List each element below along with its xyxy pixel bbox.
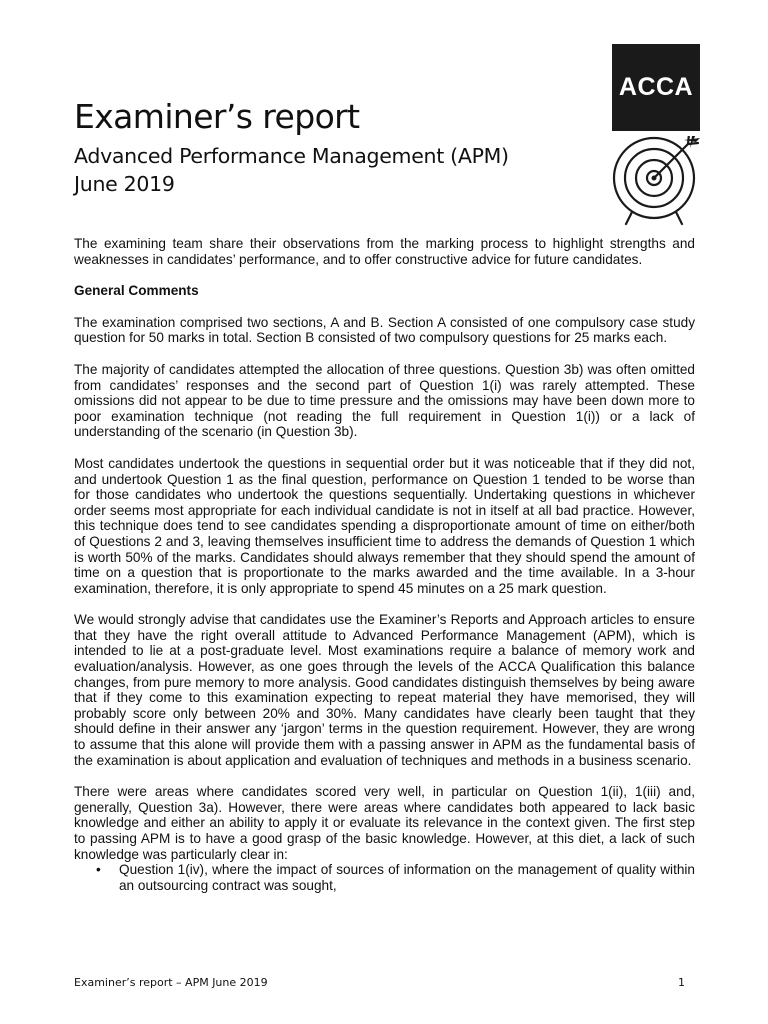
bullet-list [74,862,695,893]
paragraph: There were areas where candidates scored very well, in particular on Question 1(ii), 1(iii) and, generally, Question 3a). However, there were areas where candidates both appeared to lack basic knowledge and either an ability to apply it or evaluate its relevance in the context given. The first step to passing APM is to have a good grasp of the basic knowledge. However, at this diet, a lack of such knowledge was particularly clear in: [74,784,695,862]
intro-paragraph: The examining team share their observations from the marking process to highlight strengths and weaknesses in candidates’ performance, and to offer constructive advice for future candidates. [74,236,695,267]
report-subtitle-block [74,142,509,198]
logo-text: ACCA [618,73,694,101]
paragraph: The examination comprised two sections, A and B. Section A consisted of one compulsory case study question for 50 marks in total. Section B consisted of two compulsory questions for 25 marks each. [74,314,695,346]
report-subtitle: Advanced Performance Management (APM) [74,144,509,168]
report-date: June 2019 [74,172,175,196]
target-icon [604,136,704,228]
footer-title: Examiner’s report – APM June 2019 [74,976,268,989]
paragraph: We would strongly advise that candidates use the Examiner’s Reports and Approach articles to ensure that they have the right overall attitude to Advanced Performance Management (APM), which is intended to lie at a post-graduate level. Most examinations require a balance of memory work and evaluation/analysis. However, as one goes through the levels of the ACCA Qualification this balance changes, from pure memory to more analysis. Good candidates distinguish themselves by being aware that if they come to this examination expecting to repeat material they have memorised, they will probably score only between 20% and 30%. Many candidates have clearly been taught that they should define in their answer any ‘jargon’ terms in the question requirement. However, they are wrong to assume that this alone will provide them with a passing answer in APM as the fundamental basis of the examination is about application and evaluation of techniques and methods in a business scenario. [74,612,695,768]
report-title: Examiner’s report [74,97,360,136]
bullet-item: • Question 1(iv), where the impact of sources of information on the management of quality within an outsourcing contract was sought, [74,862,695,893]
paragraph: Most candidates undertook the questions in sequential order but it was noticeable that if they did not, and undertook Question 1 as the final question, performance on Question 1 tended to be worse than for those candidates who undertook the questions sequentially. Undertaking questions in whichever order seems most appropriate for each individual candidate is not in itself at all bad practice. However, this technique does tend to see candidates spending a disproportionate amount of time on either/both of Questions 2 and 3, leaving themselves insufficient time to address the demands of Question 1 which is worth 50% of the marks. Candidates should always remember that they should spend the amount of time on a question that is proportionate to the marks awarded and the time available. In a 3-hour examination, therefore, it is only appropriate to spend 45 minutes on a 25 mark question. [74,455,695,596]
paragraph: The majority of candidates attempted the allocation of three questions. Question 3b) was often omitted from candidates’ responses and the second part of Question 1(i) was rarely attempted. These omissions did not appear to be due to time pressure and the omissions may have been down more to poor examination technique (not reading the full requirement in Question 1(i)) or a lack of understanding of the scenario (in Question 3b). [74,361,695,440]
report-body [74,236,695,893]
section-heading: General Comments [74,283,199,299]
acca-logo [612,44,700,131]
page-number: 1 [678,976,685,989]
